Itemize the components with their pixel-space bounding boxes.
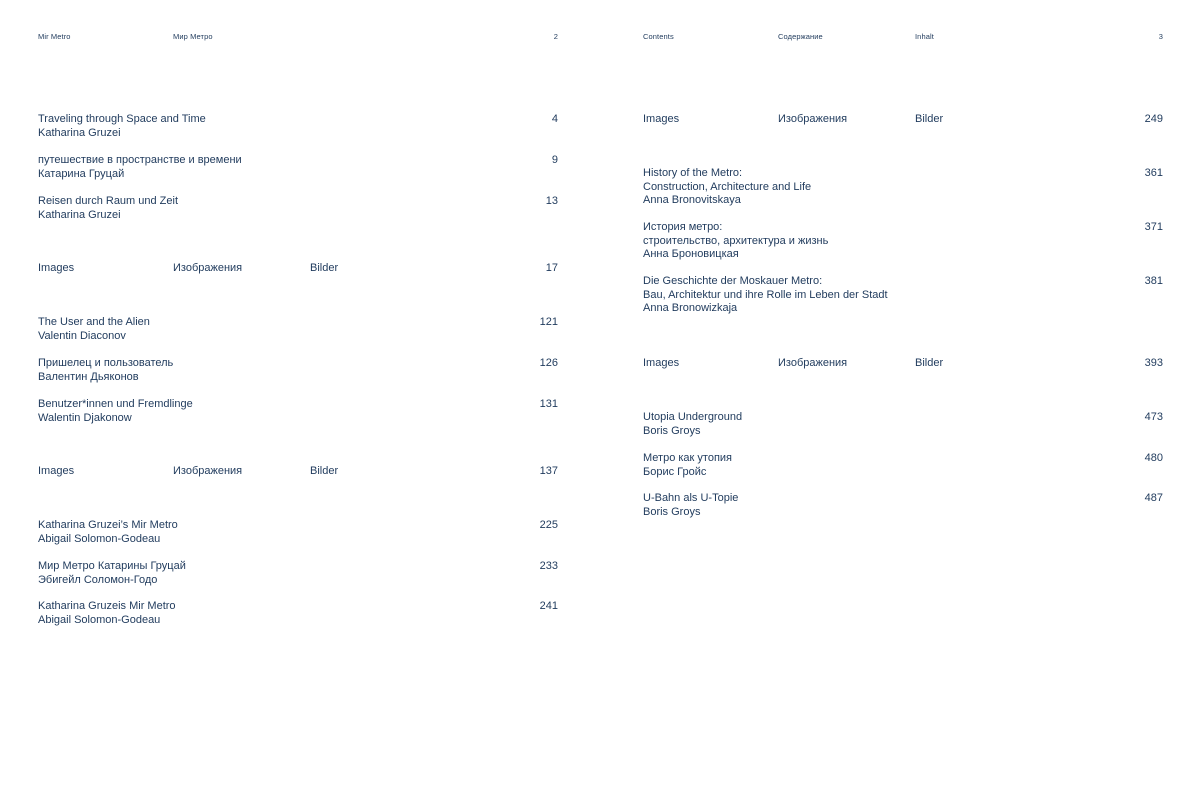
toc-entry-title: Die Geschichte der Moskauer Metro:: [643, 275, 823, 287]
toc-images-ru: Изображения: [778, 357, 848, 369]
toc-entry-title: Traveling through Space and Time: [38, 113, 206, 125]
toc-page-number: 249: [1144, 113, 1163, 125]
toc-entry-title: История метро:: [643, 221, 723, 233]
toc-entry: [643, 167, 811, 208]
toc-entry-author: Anna Bronowizkaja: [643, 302, 738, 315]
toc-entry-title: путешествие в пространстве и времени: [38, 154, 242, 166]
toc-page-number: 131: [539, 398, 558, 410]
toc-entry-author: Катарина Груцай: [38, 167, 125, 180]
running-header-title-en: Mir Metro: [38, 32, 71, 41]
toc-entry: [643, 492, 738, 519]
folio-right: 3: [1158, 32, 1163, 41]
toc-page-number: 241: [539, 600, 558, 612]
toc-entry-author: Валентин Дьяконов: [38, 370, 139, 383]
toc-page-number: 381: [1144, 275, 1163, 287]
toc-entry-author: Walentin Djakonow: [38, 411, 132, 424]
toc-entry: [38, 519, 178, 546]
toc-entry: [38, 560, 186, 587]
toc-entry-title: U-Bahn als U-Topie: [643, 492, 739, 504]
toc-entry-author: Борис Гройс: [643, 465, 707, 478]
toc-images-ru: Изображения: [778, 113, 848, 125]
toc-entry-title: Мир Метро Катарины Груцай: [38, 560, 186, 572]
toc-entry-title: Utopia Underground: [643, 411, 743, 423]
toc-page-number: 17: [545, 262, 558, 274]
toc-images-en: Images: [643, 113, 680, 125]
toc-entry-author: Valentin Diaconov: [38, 329, 126, 342]
toc-page-number: 480: [1144, 452, 1163, 464]
toc-entry-title: Katharina Gruzeis Mir Metro: [38, 600, 176, 612]
running-header-contents-de: Inhalt: [915, 32, 934, 41]
toc-entry-author: Anna Bronovitskaya: [643, 194, 741, 207]
toc-entry-subtitle: Construction, Architecture and Life: [643, 180, 812, 193]
toc-entry-author: Abigail Solomon-Godeau: [38, 613, 161, 626]
toc-entry-author: Abigail Solomon-Godeau: [38, 532, 161, 545]
toc-entry-title: History of the Metro:: [643, 167, 743, 179]
toc-entry: [643, 411, 742, 438]
toc-page-number: 473: [1144, 411, 1163, 423]
folio-left: 2: [553, 32, 558, 41]
toc-page-number: 137: [539, 465, 558, 477]
toc-page-number: 487: [1144, 492, 1163, 504]
toc-entry-title: Метро как утопия: [643, 452, 732, 464]
toc-page-number: 126: [539, 357, 558, 369]
toc-entry-title: The User and the Alien: [38, 316, 150, 328]
toc-entry: [643, 221, 828, 262]
toc-entry: [38, 316, 150, 343]
toc-entry: [38, 154, 242, 181]
toc-entry-title: Пришелец и пользователь: [38, 357, 174, 369]
toc-entry: [643, 452, 732, 479]
toc-entry: [643, 275, 888, 316]
toc-page-number: 233: [539, 560, 558, 572]
toc-entry-author: Katharina Gruzei: [38, 208, 121, 221]
toc-entry-title: Reisen durch Raum und Zeit: [38, 195, 179, 207]
running-header-contents-en: Contents: [643, 32, 674, 41]
toc-entry-title: Benutzer*innen und Fremdlinge: [38, 398, 193, 410]
toc-images-en: Images: [643, 357, 680, 369]
toc-page-number: 371: [1144, 221, 1163, 233]
toc-page-number: 121: [539, 316, 558, 328]
toc-entry-author: Boris Groys: [643, 424, 701, 437]
toc-entry-title: Katharina Gruzei’s Mir Metro: [38, 519, 178, 531]
toc-entry-author: Анна Броновицкая: [643, 248, 739, 261]
toc-entry-author: Эбигейл Соломон-Годо: [38, 573, 158, 586]
toc-page-number: 393: [1144, 357, 1163, 369]
toc-entry: [38, 357, 173, 384]
toc-page-number: 13: [545, 195, 558, 207]
running-header-contents-ru: Содержание: [778, 32, 823, 41]
toc-page-number: 4: [551, 113, 558, 125]
toc-entry: [38, 113, 206, 140]
toc-images-en: Images: [38, 465, 75, 477]
toc-entry-subtitle: Bau, Architektur und ihre Rolle im Leben der Stadt: [643, 288, 888, 301]
toc-entry: [38, 600, 176, 627]
toc-page-number: 9: [551, 154, 558, 166]
toc-images-de: Bilder: [915, 113, 944, 125]
toc-images-de: Bilder: [310, 465, 339, 477]
right-page: [600, 0, 1200, 800]
toc-entry-subtitle: строительство, архитектура и жизнь: [643, 234, 829, 247]
toc-images-en: Images: [38, 262, 75, 274]
toc-images-ru: Изображения: [173, 262, 243, 274]
toc-images-de: Bilder: [915, 357, 944, 369]
running-header-title-ru: Мир Метро: [173, 32, 213, 41]
toc-entry: [38, 398, 193, 425]
toc-entry-author: Boris Groys: [643, 505, 701, 518]
toc-page-number: 225: [539, 519, 558, 531]
toc-entry: [38, 195, 178, 222]
toc-images-de: Bilder: [310, 262, 339, 274]
toc-page-number: 361: [1144, 167, 1163, 179]
toc-images-ru: Изображения: [173, 465, 243, 477]
toc-entry-author: Katharina Gruzei: [38, 126, 121, 139]
